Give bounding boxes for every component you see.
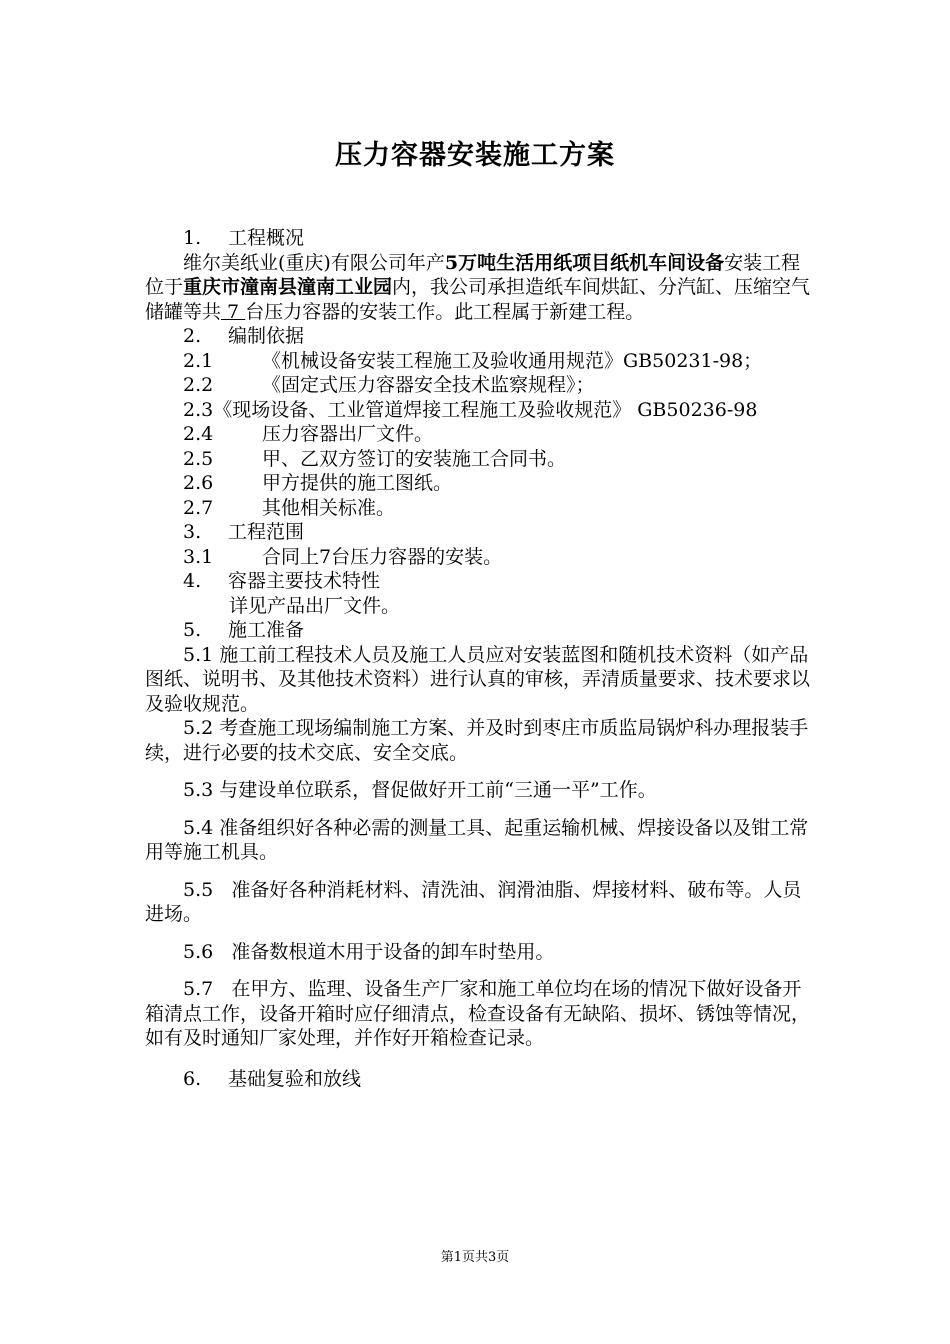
section-2-heading: 2. 编制依据 <box>183 325 305 347</box>
section-4-body: 详见产品出厂文件。 <box>229 594 401 617</box>
list-item-5-7: 5.7 在甲方、监理、设备生产厂家和施工单位均在场的情况下做好设备开箱清点工作，设备开箱时应仔细清点，检查设备有无缺陷、损坏、锈蚀等情况，如有及时通知厂家处理，并作好开箱检查记录。 <box>145 978 811 1049</box>
list-item-2-1: 2.1 《机械设备安装工程施工及验收通用规范》GB50231-98； <box>183 349 763 372</box>
list-item-2-5: 2.5 甲、乙双方签订的安装施工合同书。 <box>183 447 567 470</box>
list-item-5-2: 5.2 考查施工现场编制施工方案、并及时到枣庄市质监局锅炉科办理报装手续，进行必要的技术交底、安全交底。 <box>145 717 809 764</box>
section-4-heading: 4. 容器主要技术特性 <box>183 570 381 592</box>
section-1-body: 维尔美纸业(重庆)有限公司年产5万吨生活用纸项目纸机车间设备安装工程位于重庆市潼南县潼南工业园内，我公司承担造纸车间烘缸、分汽缸、压缩空气储罐等共 7 台压力容器的安装工作。此工程属于新建工程。 <box>145 251 811 323</box>
document-title: 压力容器安装施工方案 <box>335 140 615 171</box>
list-item-2-4: 2.4 压力容器出厂文件。 <box>183 423 434 445</box>
list-item-5-1: 5.1 施工前工程技术人员及施工人员应对安装蓝图和随机技术资料（如产品图纸、说明书、及其他技术资料）进行认真的审核，弄清质量要求、技术要求以及验收规范。 <box>145 643 811 715</box>
list-item-5-4: 5.4 准备组织好各种必需的测量工具、起重运输机械、焊接设备以及钳工常用等施工机具。 <box>145 816 809 863</box>
list-item-2-6: 2.6 甲方提供的施工图纸。 <box>183 472 453 494</box>
document-body <box>145 226 815 1091</box>
list-item-5-6: 5.6 准备数根道木用于设备的卸车时垫用。 <box>183 940 555 963</box>
section-3-heading: 3. 工程范围 <box>183 521 305 543</box>
list-item-2-7: 2.7 其他相关标准。 <box>183 496 396 519</box>
list-item-5-3: 5.3 与建设单位联系，督促做好开工前“三通一平”工作。 <box>183 779 657 801</box>
list-item-2-3: 2.3《现场设备、工业管道焊接工程施工及验收规范》 GB50236-98 <box>183 398 758 421</box>
page-footer: 第1页共3页 <box>440 1250 510 1265</box>
list-item-5-5: 5.5 准备好各种消耗材料、清洗油、润滑油脂、焊接材料、破布等。人员进场。 <box>145 878 802 925</box>
section-5-heading: 5. 施工准备 <box>183 619 305 641</box>
section-1-heading: 1. 工程概况 <box>183 227 305 249</box>
list-item-2-2: 2.2 《固定式压力容器安全技术监察规程》； <box>183 374 595 396</box>
list-item-3-1: 3.1 合同上7台压力容器的安装。 <box>183 545 503 568</box>
section-6-heading: 6. 基础复验和放线 <box>183 1067 362 1090</box>
